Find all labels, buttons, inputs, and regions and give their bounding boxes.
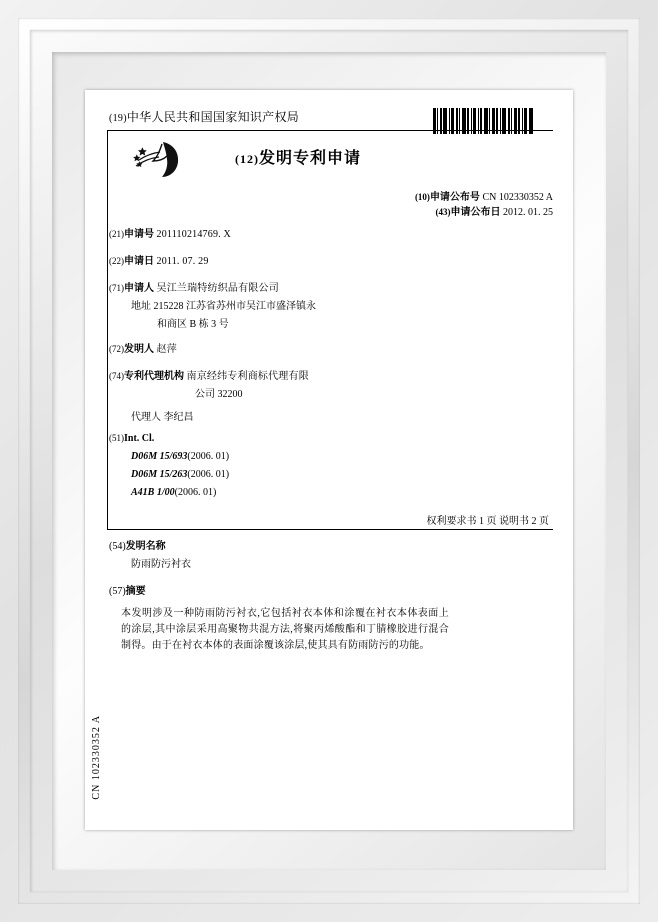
agency-field xyxy=(109,367,309,382)
ipc-entry-1 xyxy=(131,451,229,462)
applicant-address-value-2: 和商区 B 栋 3 号 xyxy=(157,319,229,330)
application-number-code: (21) xyxy=(109,229,124,239)
ipc-entry-3 xyxy=(131,487,216,498)
patent-front-page-content xyxy=(91,100,553,820)
publication-number-code: (10) xyxy=(414,192,430,202)
cnipa-logo-icon xyxy=(133,140,203,180)
agency-value: 南京经纬专利商标代理有限 xyxy=(186,371,309,382)
invention-title-value: 防雨防污衬衣 xyxy=(131,559,191,570)
bibliographic-bottom-divider xyxy=(107,529,553,530)
inventor-code: (72) xyxy=(109,344,124,354)
applicant-value: 吴江兰瑞特纺织品有限公司 xyxy=(156,283,279,294)
spine-publication-code: CN 102330352 A xyxy=(91,715,102,800)
publication-number-row xyxy=(415,188,553,203)
ipc-code: (51) xyxy=(109,433,124,443)
publication-date-code: (43) xyxy=(435,207,451,217)
invention-title-label: 发明名称 xyxy=(125,541,166,552)
patent-document-page xyxy=(85,90,573,830)
page-count-line: 权利要求书 1 页 说明书 2 页 xyxy=(426,516,549,527)
application-date-field xyxy=(109,252,209,267)
bibliographic-left-rule xyxy=(107,130,108,529)
abstract-code: (57) xyxy=(109,586,126,597)
agency-label: 专利代理机构 xyxy=(124,371,184,382)
applicant-address-line1 xyxy=(131,297,316,312)
ipc-symbol-3: A41B 1/00 xyxy=(131,487,175,498)
invention-title-field xyxy=(109,537,166,552)
document-kind-name: 发明专利申请 xyxy=(259,150,362,167)
publication-number-label: 申请公布号 xyxy=(429,192,480,203)
application-date-code: (22) xyxy=(109,256,124,266)
agency-code: (74) xyxy=(109,371,124,381)
document-kind-title xyxy=(235,145,361,168)
applicant-field xyxy=(109,279,279,294)
publication-date-label: 申请公布日 xyxy=(450,207,501,218)
application-number-field xyxy=(109,225,231,240)
abstract-field xyxy=(109,582,146,597)
abstract-text: 本发明涉及一种防雨防污衬衣,它包括衬衣本体和涂覆在衬衣本体表面上的涂层,其中涂层采用高聚物共混方法,将聚丙烯酸酯和丁腈橡胶进行混合制得。由于在衬衣本体的表面涂覆该涂层,使其具有防雨防污的功能。 xyxy=(121,608,449,651)
invention-title-code: (54) xyxy=(109,541,126,552)
document-kind-code: (12) xyxy=(235,152,259,166)
inventor-label: 发明人 xyxy=(124,344,154,355)
agent-field xyxy=(131,408,194,423)
applicant-address-label: 地址 xyxy=(131,301,151,312)
applicant-code: (71) xyxy=(109,283,124,293)
header-divider xyxy=(107,130,553,131)
inventor-field xyxy=(109,340,177,355)
applicant-address-value-1: 215228 江苏省苏州市吴江市盛泽镇永 xyxy=(153,301,316,312)
agency-line2 xyxy=(195,385,243,400)
agency-value-2: 公司 32200 xyxy=(195,389,243,400)
ipc-entry-2 xyxy=(131,469,229,480)
publication-number-value: CN 102330352 A xyxy=(482,192,553,203)
application-date-label: 申请日 xyxy=(124,256,154,267)
ipc-version-1: (2006. 01) xyxy=(187,451,230,462)
issuing-office-line xyxy=(109,108,299,125)
ipc-symbol-2: D06M 15/263 xyxy=(131,469,188,480)
application-number-value: 201110214769. X xyxy=(156,229,231,240)
publication-date-row xyxy=(436,203,554,218)
ipc-version-3: (2006. 01) xyxy=(174,487,217,498)
agent-label: 代理人 xyxy=(131,412,161,423)
abstract-label: 摘要 xyxy=(125,586,146,597)
publication-date-value: 2012. 01. 25 xyxy=(503,207,553,218)
applicant-address-line2 xyxy=(157,315,229,330)
issuing-office-name: 中华人民共和国国家知识产权局 xyxy=(126,110,300,124)
agent-value: 李纪昌 xyxy=(163,412,194,423)
application-number-label: 申请号 xyxy=(124,229,154,240)
ipc-field xyxy=(109,433,154,444)
applicant-label: 申请人 xyxy=(124,283,154,294)
ipc-symbol-1: D06M 15/693 xyxy=(131,451,188,462)
application-date-value: 2011. 07. 29 xyxy=(156,256,209,267)
inventor-value: 赵萍 xyxy=(156,344,177,355)
issuing-office-code: (19) xyxy=(109,113,127,124)
ipc-version-2: (2006. 01) xyxy=(187,469,230,480)
ipc-label: Int. Cl. xyxy=(124,433,155,444)
